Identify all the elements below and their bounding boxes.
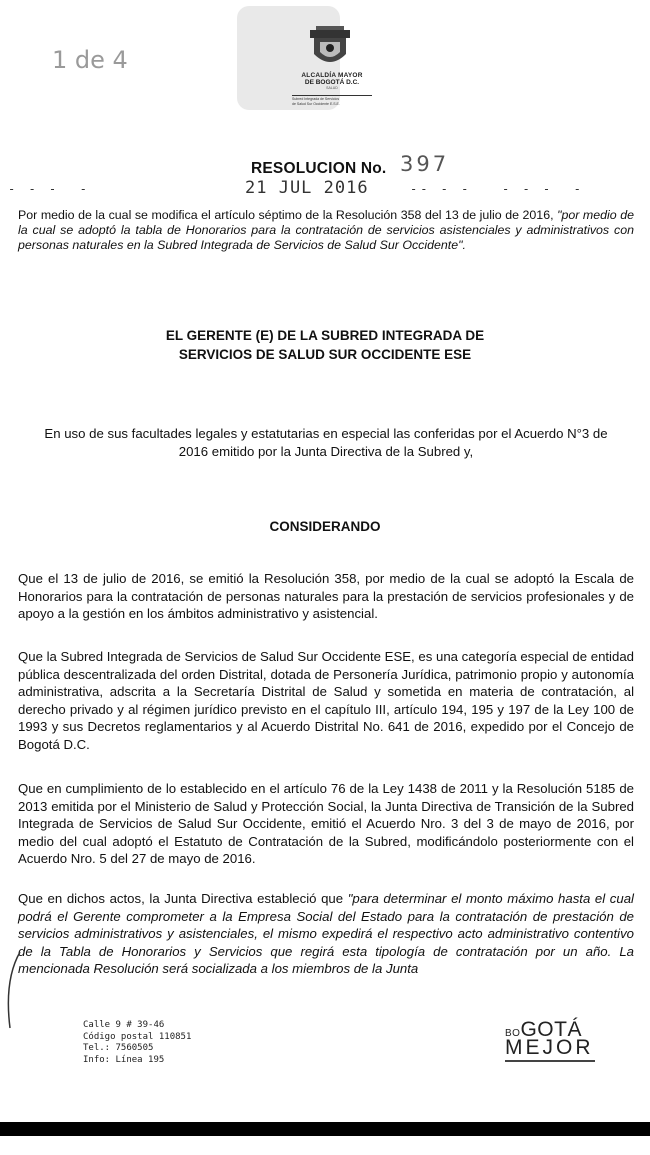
p4-quote: "para determinar el monto máximo hasta el cual podrá el Gerente comprometer a la Empresa Social del Estado para la contratación de prestación de servicios administrativos y asistenciales, el mismo expedirá el respectivo acto administrativo contentivo de la Tabla de Honorarios y Servicios que regirá esta tipología de contratación por un año. La mencionada Resolución será socializada a los miembros de la Junta	[18, 891, 634, 976]
purpose-quote: "por medio de la cual se adoptó la tabla de Honorarios para la contratación de servicios asistenciales y administrativos con personas naturales en la Subred Integrada de Servicios de Salud Sur Occidente".	[18, 208, 634, 252]
considerando-heading: CONSIDERANDO	[269, 519, 381, 534]
crest-sub2: de Salud Sur Occidente E.S.E.	[292, 101, 340, 106]
logo-underline	[505, 1060, 595, 1062]
powers-line2: 2016 emitido por la Junta Directiva de la Subred y,	[178, 444, 474, 459]
crest-line3: SALUD	[326, 86, 338, 90]
authority-line2: SERVICIOS DE SALUD SUR OCCIDENTE ESE	[178, 346, 472, 362]
considerando-paragraph-3: Que en cumplimiento de lo establecido en el artículo 76 de la Ley 1438 de 2011 y la Resolución 5185 de 2013 emitida por el Ministerio de Salud y Protección Social, la Junta Directiva de Transición de la Subred Integrada de Servicios de Salud Sur Occidente, emitió el Acuerdo Nro. 3 del 3 de mayo de 2016, por medio del cual adoptó el Estatuto de Contratación de la Subred, modificándolo posteriormente con el Acuerdo Nro. 5 del 27 de mayo de 2016.	[18, 781, 634, 866]
considerando-paragraph-4	[18, 890, 634, 978]
logo-bottom: MEJOR	[505, 1036, 594, 1059]
footer-postal: Código postal 110851	[83, 1031, 192, 1042]
powers-line1: En uso de sus facultades legales y estatutarias en especial las conferidas por el Acuerdo N°3 de	[44, 426, 608, 441]
crest-line2: DE BOGOTÁ D.C.	[304, 79, 360, 86]
resolution-number: 397	[400, 152, 450, 176]
logo-top: GOTÁ	[520, 1018, 582, 1041]
purpose-paragraph	[18, 208, 634, 253]
bogota-mejor-logo	[505, 1018, 605, 1062]
considerando-paragraph-2: Que la Subred Integrada de Servicios de Salud Sur Occidente ESE, es una categoría especial de entidad pública descentralizada del orden Distrital, dotada de Personería Jurídica, patrimonio propio y autonomía administrativa, adscrita a la Secretaría Distrital de Salud y sometida en materia de contratación, al derecho privado y al régimen jurídico previsto en el capítulo III, artículo 194, 195 y 197 de la Ley 100 de 1993 y sus Decretos reglamentarios y al Acuerdo Distrital No. 641 de 2016, expedido por el Concejo de Bogotá D.C.	[18, 649, 634, 752]
footer-info: Info: Línea 195	[83, 1054, 165, 1065]
powers-paragraph	[20, 425, 632, 461]
p4-prefix: Que en dichos actos, la Junta Directiva estableció que	[18, 891, 348, 906]
authority-heading	[0, 327, 650, 364]
crest-subtitle	[292, 97, 374, 106]
crest-text	[291, 72, 373, 90]
page-indicator: 1 de 4	[52, 46, 128, 74]
crest-divider	[292, 95, 372, 96]
decorative-dashes-right: -- - - - - - -	[410, 182, 584, 196]
logo-small: BO	[505, 1028, 521, 1039]
bogota-coat-of-arms-icon	[308, 26, 352, 72]
crest-line1: ALCALDÍA MAYOR	[301, 72, 363, 79]
considerando-paragraph-1: Que el 13 de julio de 2016, se emitió la Resolución 358, por medio de la cual se adoptó la Escala de Honorarios para la contratación de personas naturales para la prestación de servicios profesionales y de apoyo a la gestión en los ámbitos administrativo y asistencial.	[18, 571, 634, 621]
decorative-dashes-left: - - - -	[8, 182, 90, 196]
crest-sub1: Subred Integrada de Servicios	[292, 97, 340, 101]
footer-address: Calle 9 # 39-46	[83, 1020, 165, 1030]
footer-address-block	[83, 1020, 191, 1066]
authority-line1: EL GERENTE (E) DE LA SUBRED INTEGRADA DE	[165, 328, 485, 343]
footer-phone: Tel.: 7560505	[83, 1043, 154, 1053]
resolution-label: RESOLUCION No.	[251, 160, 387, 177]
page-bottom-bar	[0, 1122, 650, 1136]
purpose-prefix: Por medio de la cual se modifica el artículo séptimo de la Resolución 358 del 13 de julio de 2016,	[18, 208, 558, 222]
handwritten-margin-mark	[0, 950, 24, 1030]
resolution-date: 21 JUL 2016	[245, 178, 369, 198]
